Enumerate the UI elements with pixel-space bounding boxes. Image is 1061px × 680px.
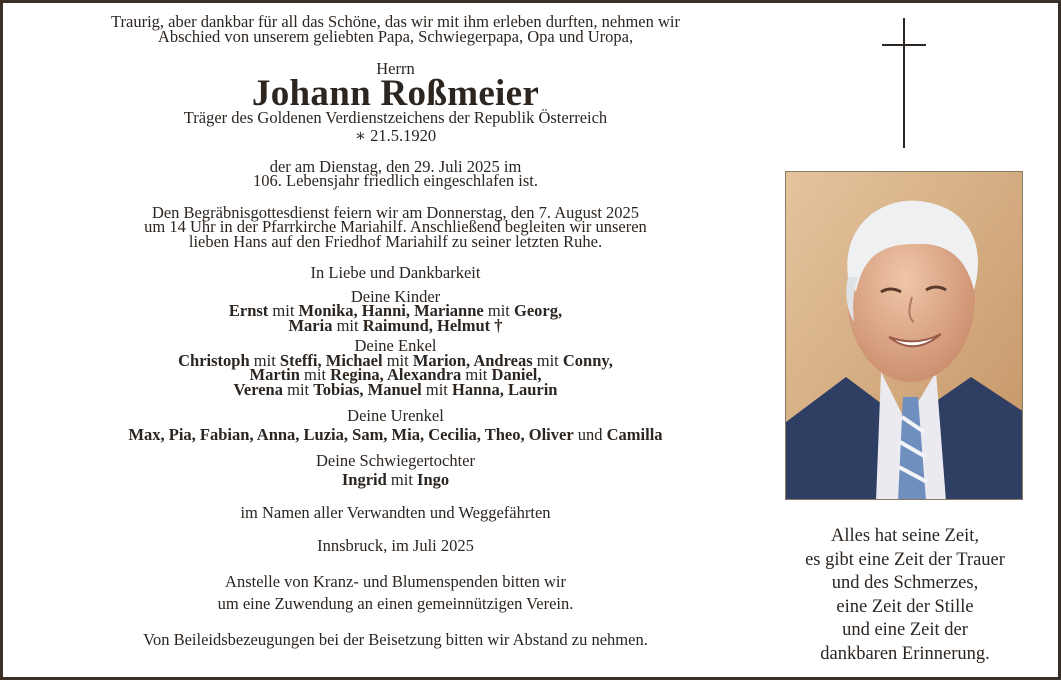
family-names: Monika, Hanni, Marianne: [298, 301, 484, 320]
great-grandchildren-line-1: [33, 424, 758, 444]
connector-word: mit: [299, 365, 331, 384]
cross-icon: [881, 18, 927, 148]
connector-word: mit: [483, 301, 515, 320]
great-grandchildren-section: [33, 406, 758, 444]
deceased-name: Johann Roßmeier: [251, 72, 540, 114]
great-grandchildren-heading: Deine Urenkel: [347, 406, 444, 425]
family-names: Ingrid: [341, 469, 387, 489]
family-names: Raimund, Helmut †: [362, 315, 503, 335]
family-names: Max, Pia, Fabian, Anna, Luzia, Sam, Mia, Cecilia, Theo, Oliver: [128, 424, 574, 444]
family-names: Marion, Andreas: [412, 350, 533, 370]
condolence-note: Von Beileidsbezeugungen bei der Beisetzung bitten wir Abstand zu nehmen.: [143, 630, 648, 649]
grandchildren-line-3: [33, 379, 758, 399]
connector-word: mit: [332, 315, 363, 335]
obituary-text-column: [33, 12, 758, 649]
family-names: Ernst: [228, 301, 269, 320]
connector-word: mit: [268, 301, 299, 320]
family-names: Maria: [288, 315, 333, 335]
closing-line: In Liebe und Dankbarkeit: [310, 263, 481, 282]
place-date: Innsbruck, im Juli 2025: [317, 535, 474, 555]
connector-word: mit: [249, 350, 280, 370]
birth-date: ∗ 21.5.1920: [354, 126, 437, 145]
family-names: Verena: [233, 379, 283, 399]
children-section: [33, 286, 758, 335]
family-names: Steffi, Michael: [279, 350, 383, 370]
donation-request: Anstelle von Kranz- und Blumenspenden bitten wir um eine Zuwendung an einen gemeinnützigen Verein.: [217, 572, 574, 613]
children-line-2: [33, 315, 758, 335]
family-names: Conny,: [562, 350, 613, 370]
award-line: Träger des Goldenen Verdienstzeichens der Republik Österreich: [183, 107, 608, 127]
connector-word: mit: [461, 365, 492, 384]
relatives-line: im Namen aller Verwandten und Weggefährten: [240, 503, 551, 522]
grandchildren-heading: Deine Enkel: [354, 336, 437, 355]
funeral-details: Den Begräbnisgottesdienst feiern wir am Donnerstag, den 7. August 2025 um 14 Uhr in der Pfarrkirche Mariahilf. Anschließend begleiten wir unseren lieben Hans auf den Friedhof Mariahilf zu seiner letzten Ruhe.: [144, 202, 647, 251]
family-names: Georg,: [514, 301, 563, 320]
connector-word: mit: [282, 379, 314, 399]
intro-text: Traurig, aber dankbar für all das Schöne, das wir mit ihm erleben durften, nehmen wir Abschied von unserem geliebten Papa, Schwiegerpapa, Opa und Uropa,: [111, 12, 680, 46]
family-names: Daniel,: [491, 365, 542, 384]
family-names: Hanna, Laurin: [452, 379, 558, 399]
portrait-illustration: [786, 172, 1023, 500]
connector-word: mit: [421, 379, 453, 399]
portrait-photo: [785, 171, 1023, 500]
connector-word: und: [573, 424, 607, 444]
grandchildren-section: [33, 336, 758, 399]
family-names: Camilla: [606, 424, 663, 444]
daughter-in-law-section: [33, 451, 758, 489]
family-names: Christoph: [178, 350, 250, 370]
family-names: Ingo: [417, 469, 450, 489]
family-names: Regina, Alexandra: [330, 365, 462, 384]
connector-word: mit: [386, 469, 418, 489]
connector-word: mit: [532, 350, 563, 370]
death-announcement: der am Dienstag, den 29. Juli 2025 im 106. Lebensjahr friedlich eingeschlafen ist.: [253, 156, 538, 190]
daughter-in-law-heading: Deine Schwiegertochter: [316, 451, 475, 470]
memorial-quote: Alles hat seine Zeit, es gibt eine Zeit der Trauer und des Schmerzes, eine Zeit der Stille und eine Zeit der dankbaren Erinnerung.: [805, 526, 1005, 664]
daughter-in-law-line-1: [33, 469, 758, 489]
connector-word: mit: [382, 350, 413, 370]
family-names: Tobias, Manuel: [313, 379, 422, 399]
children-heading: Deine Kinder: [350, 286, 441, 306]
honorific: Herrn: [376, 59, 415, 78]
family-names: Martin: [249, 365, 300, 384]
